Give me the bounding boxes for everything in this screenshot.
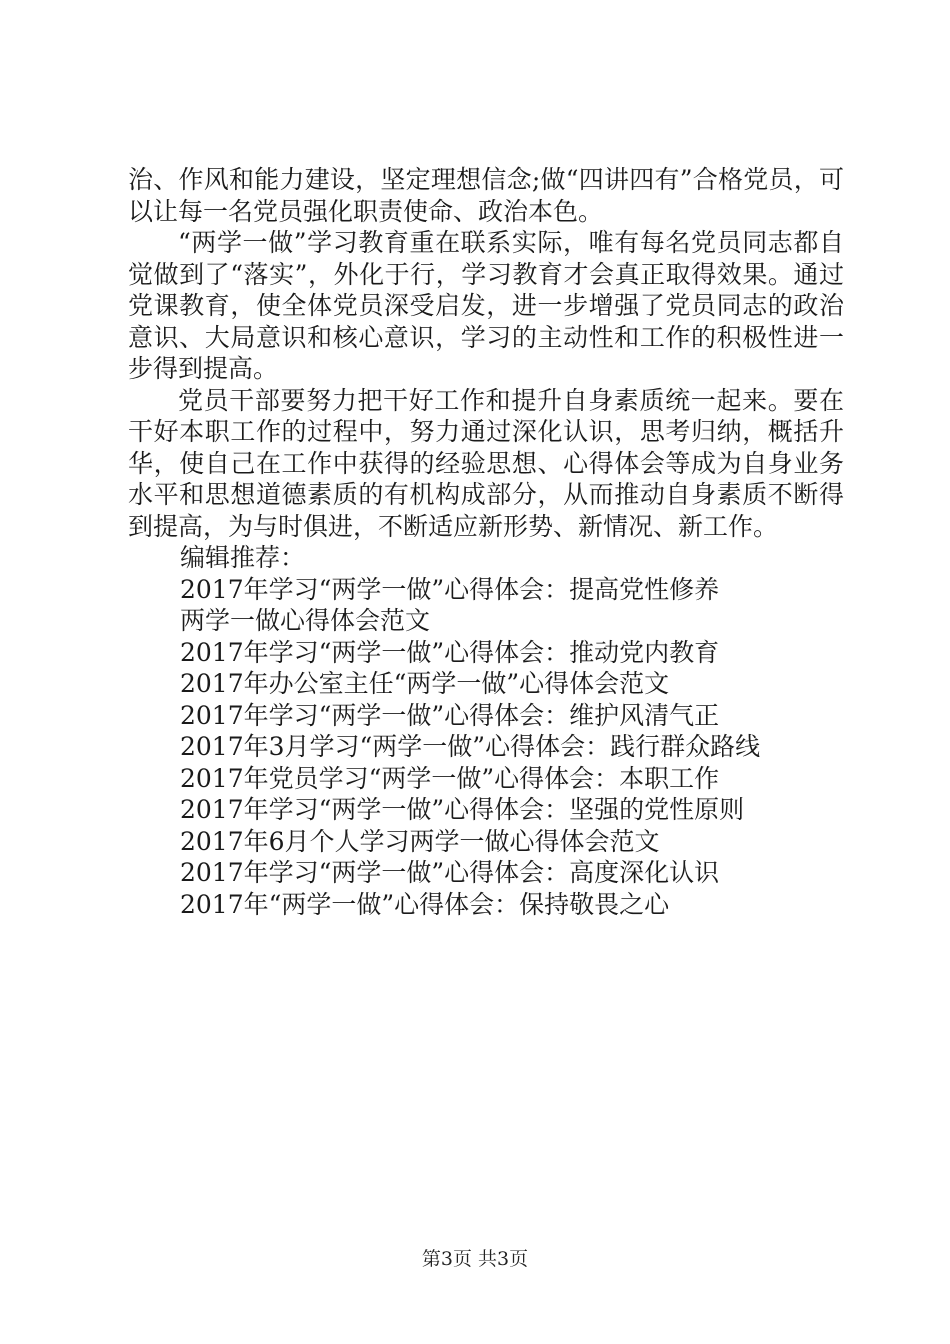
page-number-footer: 第3页 共3页 [421, 1248, 529, 1270]
recommend-item: 2017年学习“两学一做”心得体会：坚强的党性原则 [180, 795, 745, 824]
paragraph: “两学一做”学习教育重在联系实际，唯有每名党员同志都自觉做到了“落实”，外化于行，学习教育才会真正取得效果。通过党课教育，使全体党员深受启发，进一步增强了党员同志的政治意识、大局意识和核心意识，学习的主动性和工作的积极性进一步得到提高。 [128, 228, 844, 383]
document-body [128, 164, 844, 920]
recommend-item: 2017年学习“两学一做”心得体会：提高党性修养 [180, 574, 720, 604]
recommend-list [128, 574, 844, 921]
recommend-item: 2017年办公室主任“两学一做”心得体会范文 [180, 669, 670, 698]
recommend-item: 两学一做心得体会范文 [180, 606, 431, 635]
recommend-heading: 编辑推荐： [180, 543, 306, 572]
paragraph: 治、作风和能力建设，坚定理想信念;做“四讲四有”合格党员，可以让每一名党员强化职责使命、政治本色。 [128, 165, 844, 226]
recommend-item: 2017年6月个人学习两学一做心得体会范文 [180, 826, 660, 856]
recommend-item: 2017年3月学习“两学一做”心得体会：践行群众路线 [180, 732, 761, 761]
recommend-item: 2017年学习“两学一做”心得体会：高度深化认识 [180, 858, 720, 887]
recommend-item: 2017年学习“两学一做”心得体会：维护风清气正 [180, 700, 720, 730]
recommend-item: 2017年党员学习“两学一做”心得体会：本职工作 [180, 763, 720, 793]
recommend-item: 2017年学习“两学一做”心得体会：推动党内教育 [180, 637, 720, 667]
recommend-item: 2017年“两学一做”心得体会：保持敬畏之心 [180, 889, 670, 919]
paragraph: 党员干部要努力把干好工作和提升自身素质统一起来。要在干好本职工作的过程中，努力通过深化认识，思考归纳，概括升华，使自己在工作中获得的经验思想、心得体会等成为自身业务水平和思想道德素质的有机构成部分，从而推动自身素质不断得到提高，为与时俱进，不断适应新形势、新情况、新工作。 [128, 385, 844, 541]
